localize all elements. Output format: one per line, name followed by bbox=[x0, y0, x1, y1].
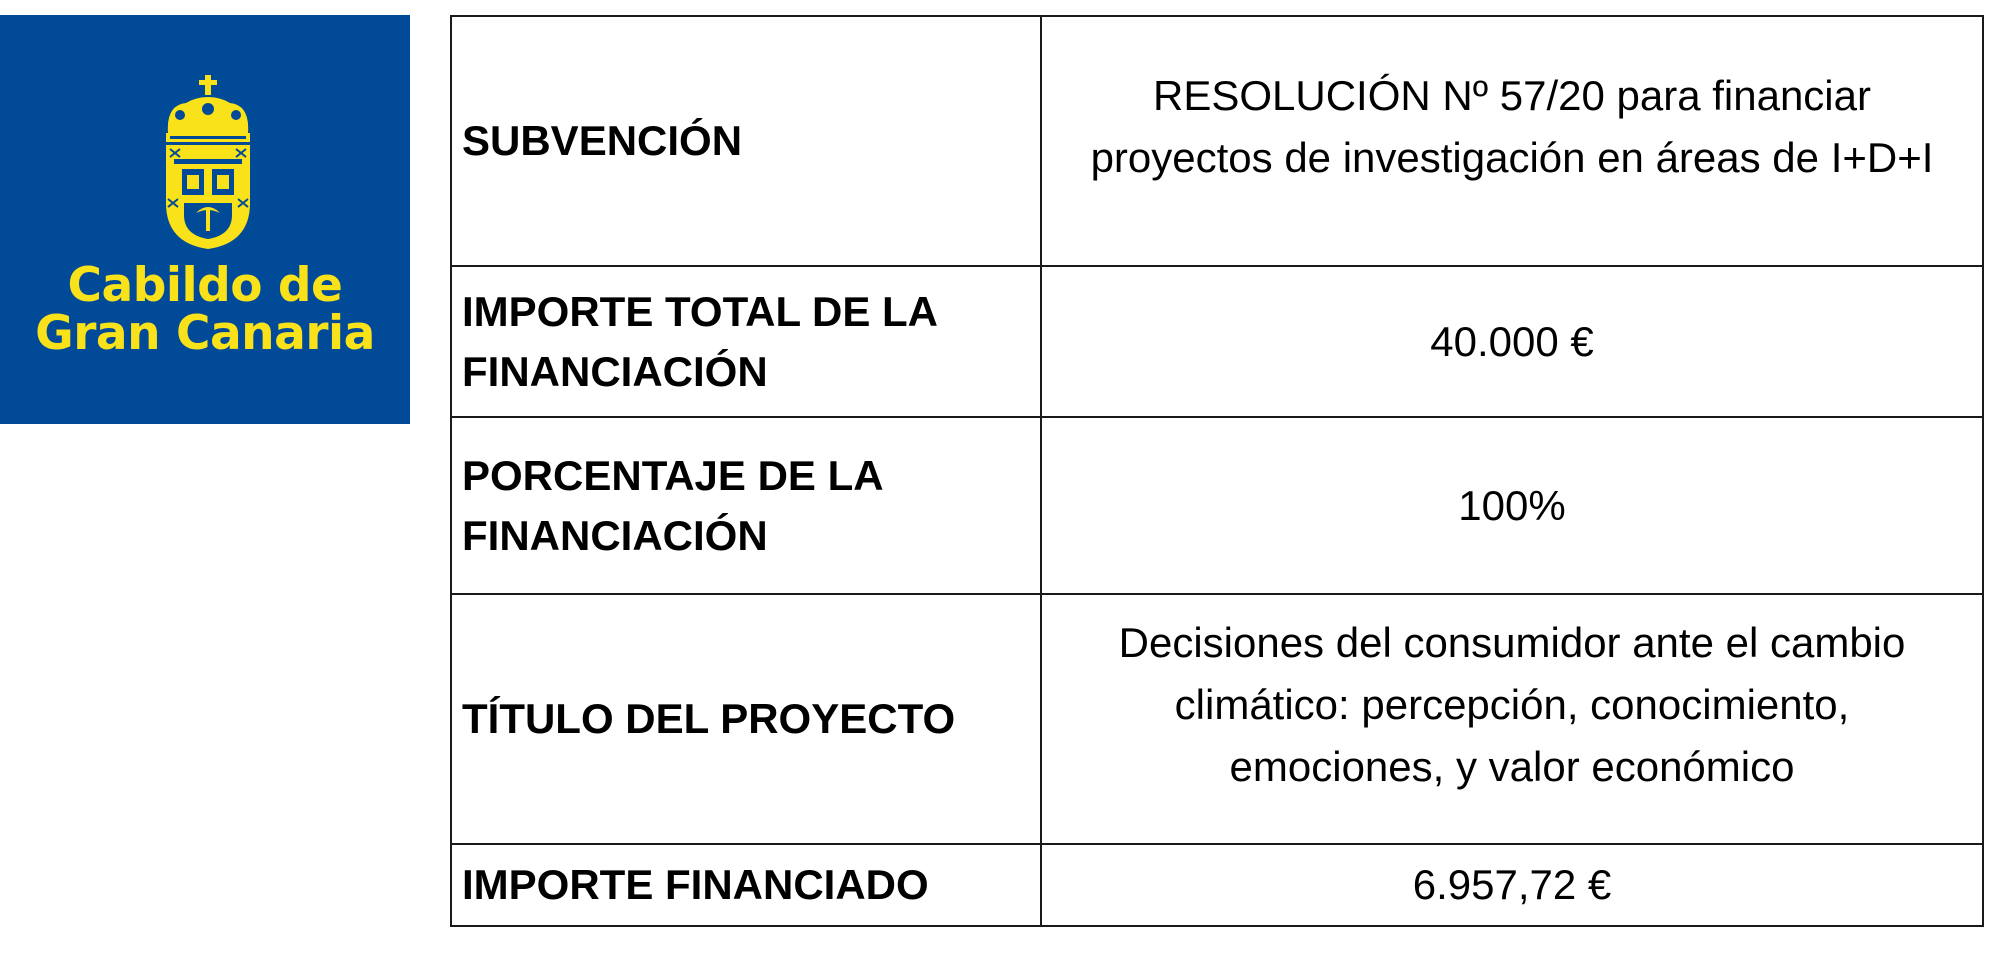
row-label-text: SUBVENCIÓN bbox=[462, 117, 743, 164]
row-label-subvencion bbox=[451, 16, 1041, 266]
table-row bbox=[451, 16, 1983, 266]
cabildo-logo bbox=[0, 15, 410, 424]
table-row bbox=[451, 417, 1983, 594]
row-value-porcentaje bbox=[1041, 417, 1983, 594]
row-value-line: proyectos de investigación en áreas de I+D+I bbox=[1090, 134, 1934, 181]
row-label-importe-financiado bbox=[451, 844, 1041, 926]
logo-text-line1: Cabildo de bbox=[67, 258, 343, 313]
row-label-titulo bbox=[451, 594, 1041, 844]
row-label-line: PORCENTAJE DE LA bbox=[462, 451, 884, 499]
row-value-line: emociones, y valor económico bbox=[1229, 743, 1795, 790]
row-value-titulo bbox=[1041, 594, 1983, 844]
row-value-line: Decisiones del consumidor ante el cambio bbox=[1118, 619, 1906, 666]
row-value-line: RESOLUCIÓN Nº 57/20 para financiar bbox=[1153, 72, 1871, 119]
row-label-text: IMPORTE FINANCIADO bbox=[462, 861, 929, 908]
row-value-subvencion bbox=[1041, 16, 1983, 266]
row-value-text: 40.000 € bbox=[1430, 317, 1594, 365]
funding-info-table bbox=[450, 15, 1984, 927]
row-label-line: IMPORTE TOTAL DE LA bbox=[462, 287, 939, 335]
row-label-importe-total bbox=[451, 266, 1041, 417]
row-label-text: TÍTULO DEL PROYECTO bbox=[462, 695, 956, 742]
table-row bbox=[451, 266, 1983, 417]
row-label-line: FINANCIACIÓN bbox=[462, 347, 768, 395]
coat-of-arms-icon bbox=[160, 75, 256, 251]
row-value-text: 100% bbox=[1458, 481, 1566, 529]
row-label-line: FINANCIACIÓN bbox=[462, 511, 768, 559]
logo-text-line2: Gran Canaria bbox=[35, 306, 375, 361]
row-value-text: 6.957,72 € bbox=[1412, 861, 1612, 908]
row-label-porcentaje bbox=[451, 417, 1041, 594]
row-value-importe-total bbox=[1041, 266, 1983, 417]
table-row bbox=[451, 594, 1983, 844]
table-row bbox=[451, 844, 1983, 926]
row-value-line: climático: percepción, conocimiento, bbox=[1174, 681, 1850, 728]
row-value-importe-financiado bbox=[1041, 844, 1983, 926]
